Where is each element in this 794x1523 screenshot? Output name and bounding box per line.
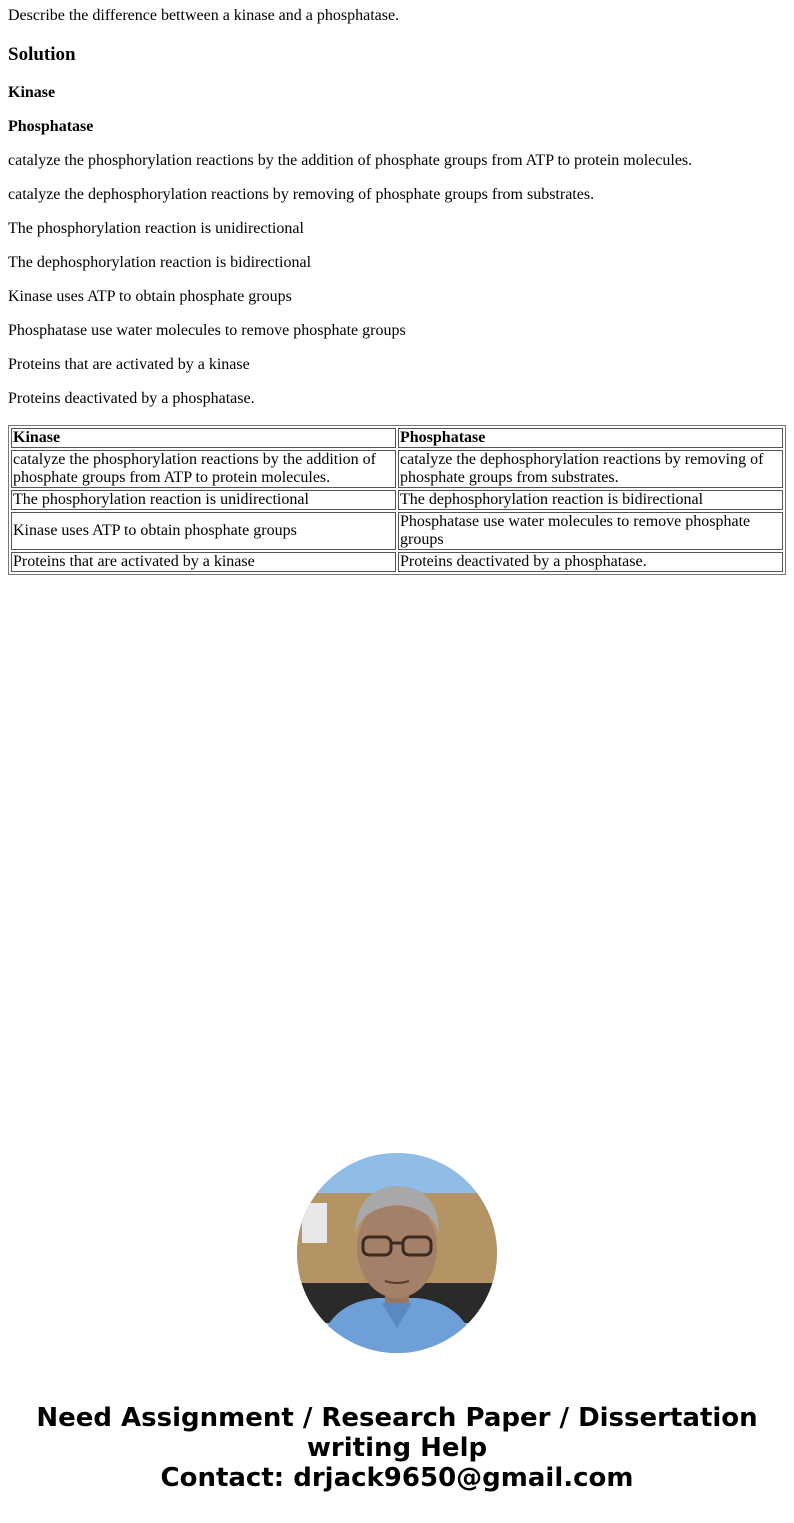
table-cell: The dephosphorylation reaction is bidirectional xyxy=(398,490,783,510)
table-row xyxy=(11,490,783,510)
phosphatase-line-4: Proteins deactivated by a phosphatase. xyxy=(8,390,255,407)
table-row xyxy=(11,450,783,488)
table-cell: Kinase uses ATP to obtain phosphate groups xyxy=(11,512,396,550)
kinase-line-1: catalyze the phosphorylation reactions by the addition of phosphate groups from ATP to protein molecules. xyxy=(8,152,693,169)
banner-line-2: writing Help xyxy=(306,1433,488,1463)
banner-line-1: Need Assignment / Research Paper / Dissertation xyxy=(36,1403,758,1433)
author-avatar xyxy=(297,1153,497,1353)
table-cell: The phosphorylation reaction is unidirectional xyxy=(11,490,396,510)
question-text: Describe the difference bettween a kinase and a phosphatase. xyxy=(8,7,400,24)
solution-heading: Solution xyxy=(8,44,76,65)
table-cell: catalyze the phosphorylation reactions by the addition of phosphate groups from ATP to protein molecules. xyxy=(11,450,396,488)
table-header-kinase: Kinase xyxy=(11,428,396,448)
phosphatase-line-2: The dephosphorylation reaction is bidirectional xyxy=(8,254,312,271)
comparison-table xyxy=(8,425,786,575)
table-cell: catalyze the dephosphorylation reactions by removing of phosphate groups from substrates. xyxy=(398,450,783,488)
table-cell: Proteins deactivated by a phosphatase. xyxy=(398,552,783,572)
banner-contact: Contact: drjack9650@gmail.com xyxy=(160,1463,634,1493)
phosphatase-line-3: Phosphatase use water molecules to remove phosphate groups xyxy=(8,322,406,339)
table-row xyxy=(11,512,783,550)
kinase-line-3: Kinase uses ATP to obtain phosphate groups xyxy=(8,288,292,305)
kinase-line-4: Proteins that are activated by a kinase xyxy=(8,356,250,373)
table-cell: Proteins that are activated by a kinase xyxy=(11,552,396,572)
promo-banner xyxy=(0,1403,794,1493)
kinase-line-2: The phosphorylation reaction is unidirectional xyxy=(8,220,304,237)
table-cell: Phosphatase use water molecules to remove phosphate groups xyxy=(398,512,783,550)
table-header-row xyxy=(11,428,783,448)
kinase-heading: Kinase xyxy=(8,84,56,101)
table-header-phosphatase: Phosphatase xyxy=(398,428,783,448)
phosphatase-heading: Phosphatase xyxy=(8,118,94,135)
person-photo-icon xyxy=(297,1153,497,1353)
phosphatase-line-1: catalyze the dephosphorylation reactions by removing of phosphate groups from substrates. xyxy=(8,186,595,203)
table-row xyxy=(11,552,783,572)
